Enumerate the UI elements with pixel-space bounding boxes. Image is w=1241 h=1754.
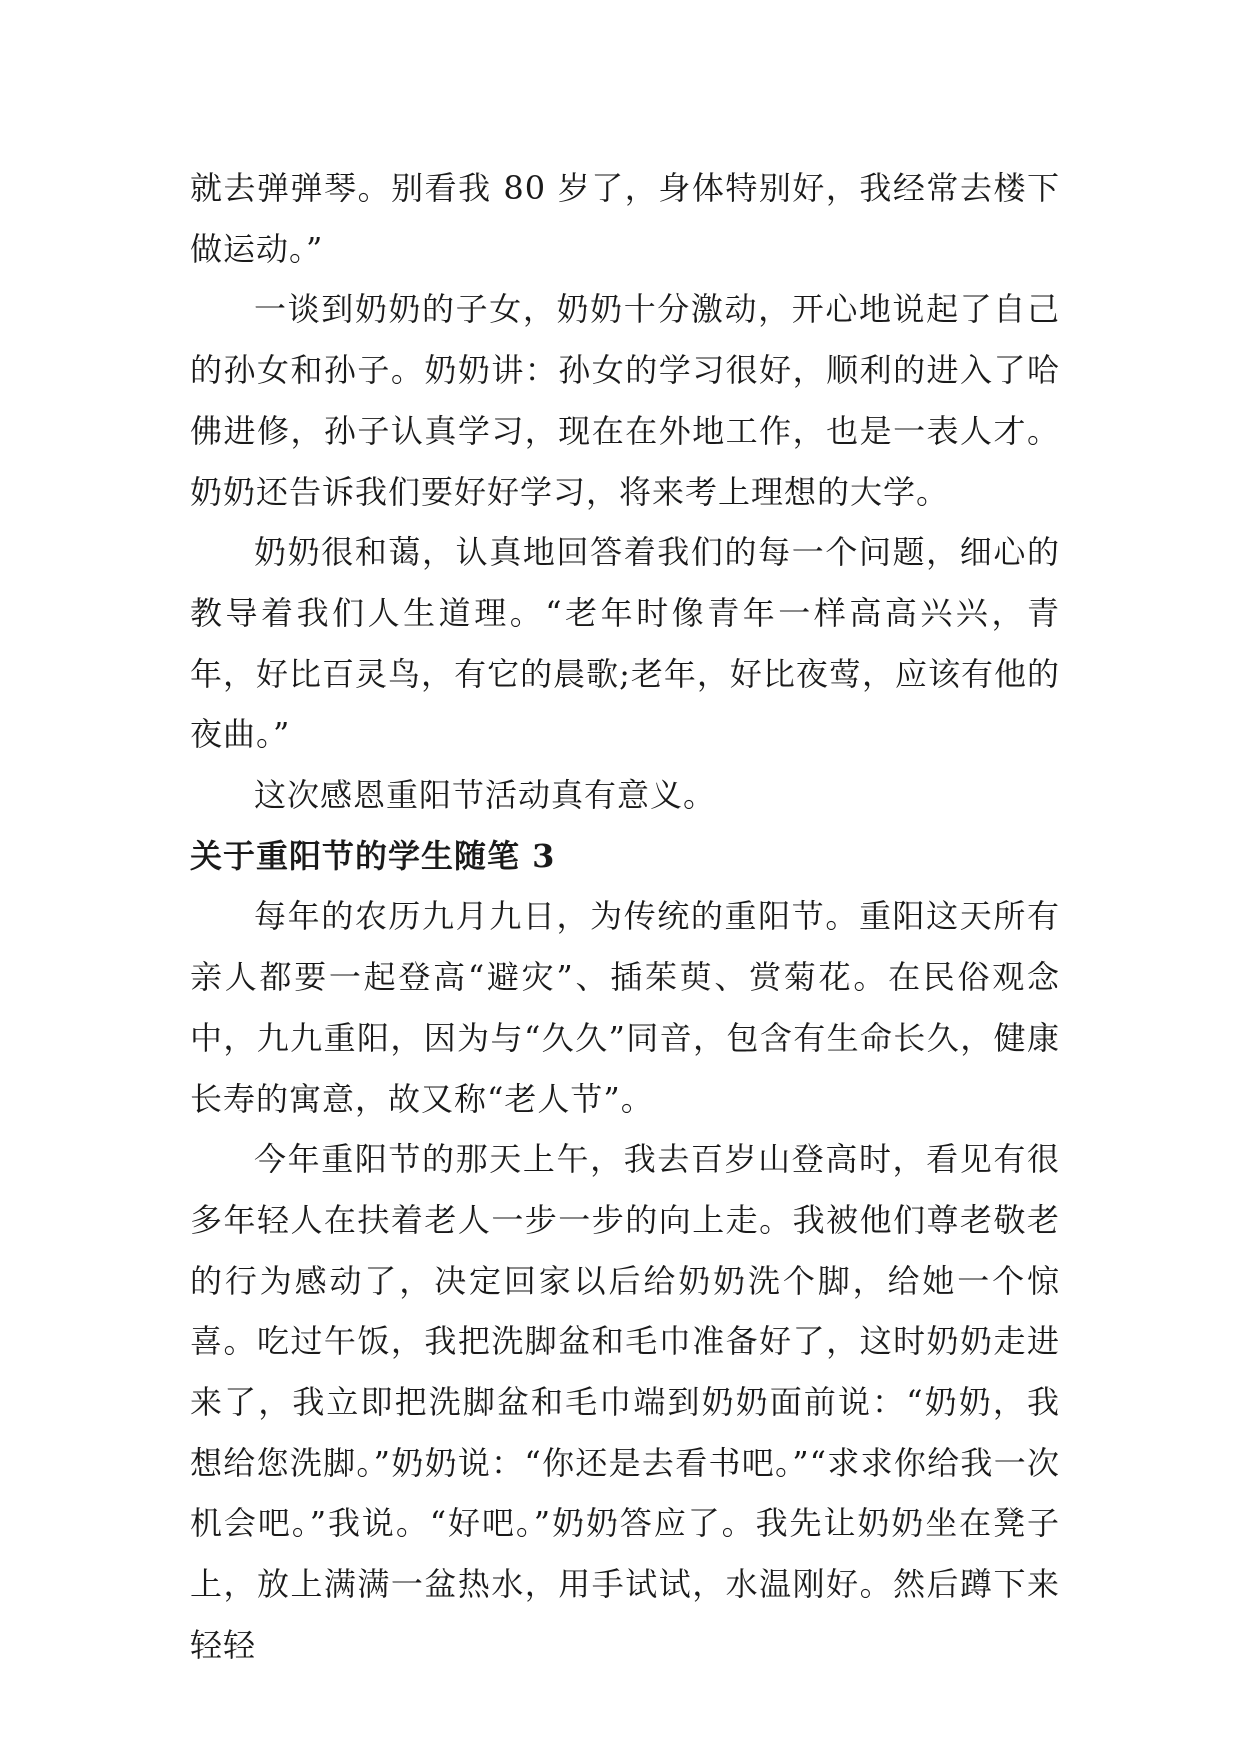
- paragraph-festival-intro: 每年的农历九月九日，为传统的重阳节。重阳这天所有亲人都要一起登高“避灾”、插茱萸、赏菊花。在民俗观念中，九九重阳，因为与“久久”同音，包含有生命长久，健康长寿的寓意，故又称“老人节”。: [190, 897, 1060, 1118]
- section-title: 关于重阳节的学生随笔 3: [190, 836, 556, 875]
- paragraph-foot-washing: 今年重阳节的那天上午，我去百岁山登高时，看见有很多年轻人在扶着老人一步一步的向上走。我被他们尊老敬老的行为感动了，决定回家以后给奶奶洗个脚，给她一个惊喜。吃过午饭，我把洗脚盆和毛巾准备好了，这时奶奶走进来了，我立即把洗脚盆和毛巾端到奶奶面前说：“奶奶，我想给您洗脚。”奶奶说：“你还是去看书吧。”“求求你给我一次机会吧。”我说。“好吧。”奶奶答应了。我先让奶奶坐在凳子上，放上满满一盆热水，用手试试，水温刚好。然后蹲下来轻轻: [190, 1140, 1060, 1664]
- paragraph-grandchildren: 一谈到奶奶的子女，奶奶十分激动，开心地说起了自己的孙女和孙子。奶奶讲：孙女的学习很好，顺利的进入了哈佛进修，孙子认真学习，现在在外地工作，也是一表人才。奶奶还告诉我们要好好学习，将来考上理想的大学。: [190, 290, 1060, 511]
- paragraph-conclusion: 这次感恩重阳节活动真有意义。: [254, 776, 717, 815]
- document-body: [190, 158, 1060, 1676]
- paragraph-grandma-advice: 奶奶很和蔼，认真地回答着我们的每一个问题，细心的教导着我们人生道理。“老年时像青年一样高高兴兴，青年，好比百灵鸟，有它的晨歌;老年，好比夜莺，应该有他的夜曲。”: [190, 533, 1060, 754]
- paragraph-continuation: 就去弹弹琴。别看我 80 岁了，身体特别好，我经常去楼下做运动。”: [190, 169, 1060, 268]
